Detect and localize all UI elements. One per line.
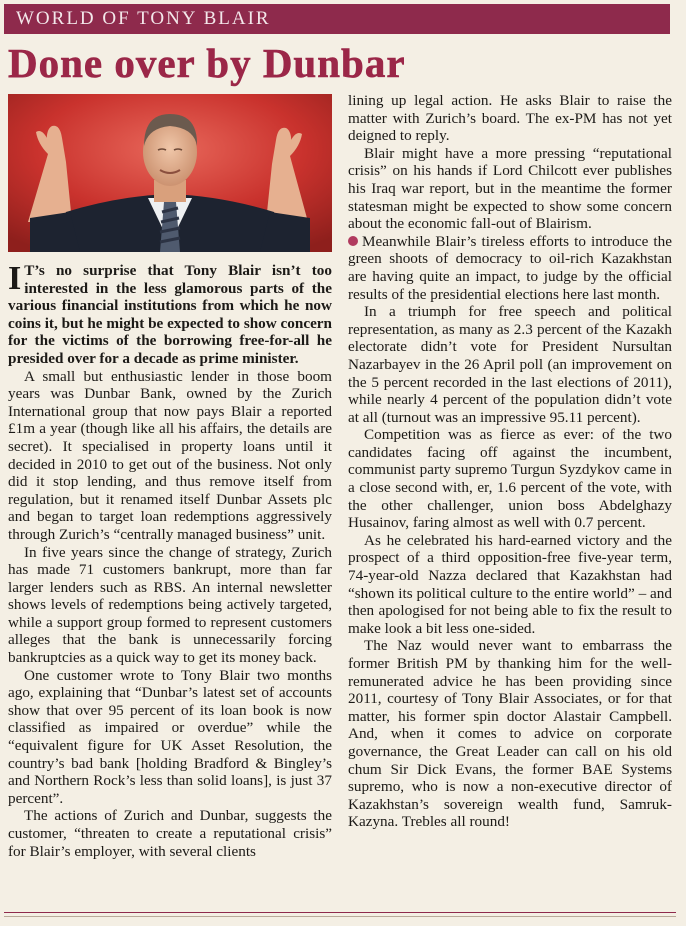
body-paragraph: One customer wrote to Tony Blair two months ago, explaining that “Dunbar’s latest set of accounts show that over 95 percent of its loan book is now classified as impaired or overdue” while the “equivalent figure for UK Asset Resolution, the country’s bad bank [holding Bradford & Bingley’s and Northern Rock’s less than solid loans], is just 37 percent”.	[8, 666, 332, 807]
body-paragraph: Blair might have a more pressing “reputational crisis” on his hands if Lord Chilcott ever publishes his Iraq war report, but in the meantime the former statesman might be expected to show some concern about the economic fall-out of Blairism.	[348, 144, 672, 233]
bullet-paragraph	[348, 233, 672, 303]
continued-paragraph: lining up legal action. He asks Blair to raise the matter with Zurich’s board. The ex-PM has not yet deigned to reply.	[348, 92, 672, 145]
bullet-text: Meanwhile Blair’s tireless efforts to introduce the green shoots of democracy to oil-rich Kazakhstan are having quite an impact, to judge by the official results of the presidential elections here last month.	[348, 232, 672, 303]
body-paragraph: A small but enthusiastic lender in those boom years was Dunbar Bank, owned by the Zurich International group that now pays Blair a reported £1m a year (though like all his affairs, the details are secret). It specialised in property loans until it decided in 2010 to get out of the business. Not only did it stop lending, and thus remove itself from regulation, but it renamed itself Dunbar Assets plc and began to target loan redemptions aggressively through Zurich’s “centrally managed business” unit.	[8, 367, 332, 543]
section-label: WORLD OF TONY BLAIR	[16, 8, 271, 29]
body-paragraph: As he celebrated his hard-earned victory and the prospect of a third opposition-free five-year term, 74-year-old Nazza declared that Kazakhstan had “shown its political culture to the entire world” – and then apologised for not being able to fix the result to make look a bit less one-sided.	[348, 531, 672, 637]
body-paragraph: In five years since the change of strategy, Zurich has made 71 customers bankrupt, more than far larger lenders such as RBS. An internal newsletter shows levels of redemptions being actively targeted, while a support group formed to represent customers alleges that the bank is unnecessarily forcing bankruptcies as a quick way to get its money back.	[8, 543, 332, 667]
section-banner	[4, 4, 670, 34]
article-column-left	[8, 262, 332, 860]
body-paragraph: Competition was as fierce as ever: of the two candidates facing off against the incumbent, communist party supremo Turgun Syzdykov came in a close second with, er, 1.6 percent of the vote, with the other challenger, union boss Abdelghazy Husainov, faring almost as well with 0.7 percent.	[348, 426, 672, 532]
body-paragraph: The Naz would never want to embarrass the former British PM by thanking him for the well-remunerated advice he has been providing since 2011, courtesy of Tony Blair Associates, or for that matter, his former spin doctor Alastair Campbell. And, when it comes to advice on corporate governance, the Great Leader can call on his old chum Sir Dick Evans, the former BAE Systems supremo, who is now a non-executive director of Kazakhstan’s sovereign wealth fund, Samruk-Kazyna. Trebles all round!	[348, 637, 672, 831]
intro-text: T’s no surprise that Tony Blair isn’t too interested in the less glamorous parts of the various financial institutions from which he now coins it, but he might be expected to show concern for the victims of the borrowing free-for-all he presided over for a decade as prime minister.	[8, 262, 332, 367]
intro-paragraph	[8, 262, 332, 368]
article-photo	[8, 94, 332, 252]
bullet-icon	[348, 236, 358, 246]
body-paragraph: In a triumph for free speech and political representation, as many as 2.3 percent of the Kazakh electorate didn’t vote for President Nursultan Nazarbayev in the 26 April poll (an improvement on the 5 percent recorded in the last elections of 2011), while nearly 4 percent of the population didn’t vote at all (turnout was an impressive 95.11 percent).	[348, 303, 672, 426]
footer-rule-secondary	[4, 916, 676, 917]
article-column-right	[348, 92, 672, 831]
body-paragraph: The actions of Zurich and Dunbar, suggests the customer, “threaten to create a reputational crisis” for Blair’s employer, with several clients	[8, 807, 332, 860]
footer-rule	[4, 912, 676, 913]
headline: Done over by Dunbar	[8, 40, 406, 86]
drop-cap: I	[8, 260, 22, 297]
